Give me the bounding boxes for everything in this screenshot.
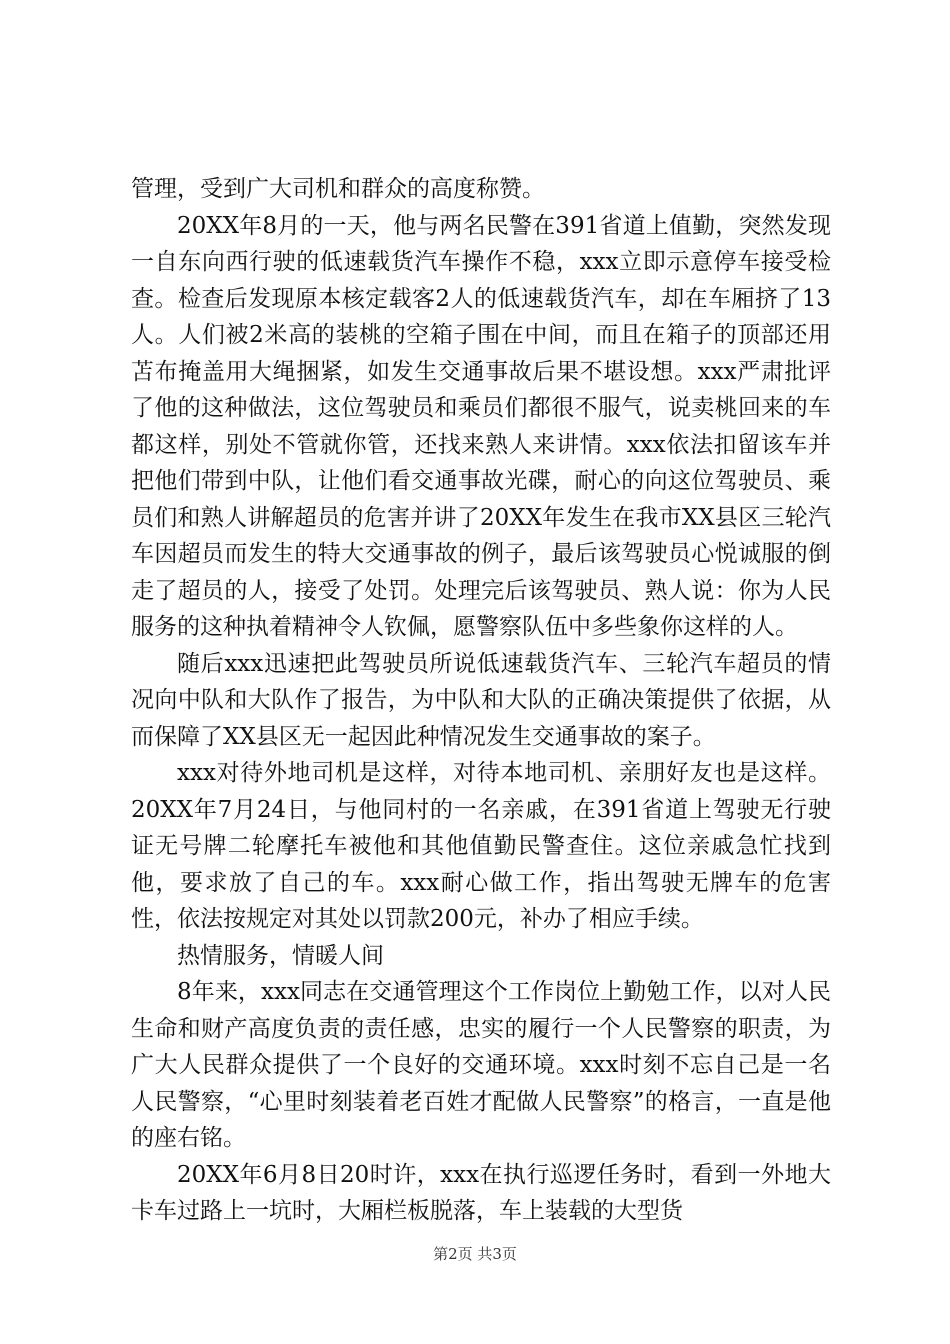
paragraph-1: 管理，受到广大司机和群众的高度称赞。	[131, 176, 545, 202]
page-number-footer: 第2页 共3页	[433, 1245, 517, 1263]
paragraph-4: xxx对待外地司机是这样，对待本地司机、亲朋好友也是这样。20XX年7月24日，与他同村的一名亲戚，在391省道上驾驶无行驶证无号牌二轮摩托车被他和其他值勤民警查住。这位亲戚急忙找到他，要求放了自己的车。xxx耐心做工作，指出驾驶无牌车的危害性，依法按规定对其处以罚款200元，补办了相应手续。	[131, 760, 831, 932]
section-heading: 热情服务，情暖人间	[177, 942, 384, 969]
paragraph-2: 20XX年8月的一天，他与两名民警在391省道上值勤，突然发现一自东向西行驶的低速载货汽车操作不稳，xxx立即示意停车接受检查。检查后发现原本核定载客2人的低速载货汽车，却在车厢挤了13人。人们被2米高的装桃的空箱子围在中间，而且在箱子的顶部还用苫布掩盖用大绳捆紧，如发生交通事故后果不堪设想。xxx严肃批评了他的这种做法，这位驾驶员和乘员们都很不服气，说卖桃回来的车都这样，别处不管就你管，还找来熟人来讲情。xxx依法扣留该车并把他们带到中队，让他们看交通事故光碟，耐心的向这位驾驶员、乘员们和熟人讲解超员的危害并讲了20XX年发生在我市XX县区三轮汽车因超员而发生的特大交通事故的例子，最后该驾驶员心悦诚服的倒走了超员的人，接受了处罚。处理完后该驾驶员、熟人说：你为人民服务的这种执着精神令人钦佩，愿警察队伍中多些象你这样的人。	[131, 212, 831, 640]
paragraph-5: 8年来，xxx同志在交通管理这个工作岗位上勤勉工作，以对人民生命和财产高度负责的责任感，忠实的履行一个人民警察的职责，为广大人民群众提供了一个良好的交通环境。xxx时刻不忘自己是一名人民警察，“心里时刻装着老百姓才配做人民警察”的格言，一直是他的座右铭。	[131, 979, 831, 1151]
paragraph-3: 随后xxx迅速把此驾驶员所说低速载货汽车、三轮汽车超员的情况向中队和大队作了报告，为中队和大队的正确决策提供了依据，从而保障了XX县区无一起因此种情况发生交通事故的案子。	[131, 650, 831, 750]
document-body	[131, 171, 831, 1230]
paragraph-6: 20XX年6月8日20时许，xxx在执行巡逻任务时，看到一外地大卡车过路上一坑时，大厢栏板脱落，车上装载的大型货	[131, 1161, 831, 1224]
